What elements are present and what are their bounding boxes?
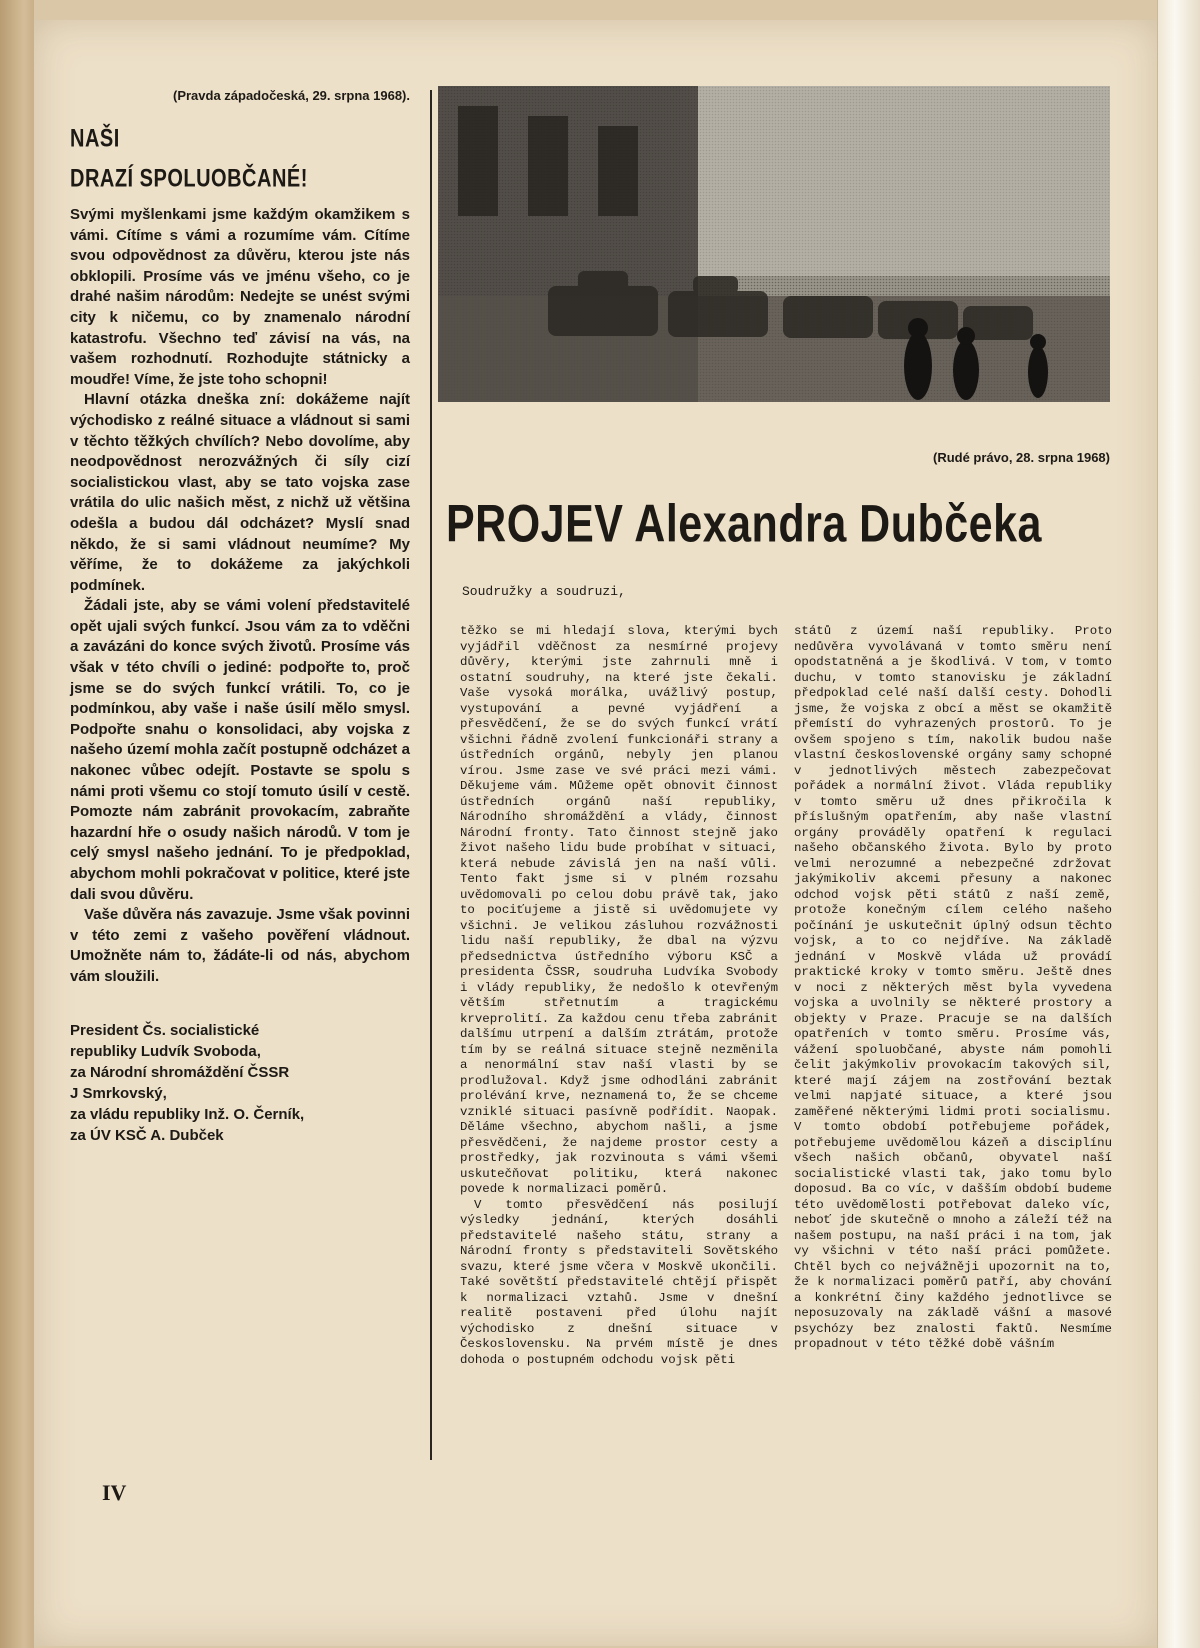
page-edge	[1157, 0, 1200, 1648]
signature-line: J Smrkovský,	[70, 1084, 167, 1102]
photo-drawing	[438, 86, 1110, 402]
column-divider	[430, 90, 432, 1460]
street-tanks-photo	[438, 86, 1110, 402]
article-title: PROJEV Alexandra Dubčeka	[446, 495, 1042, 554]
signature-line: za vládu republiky Inž. O. Černík,	[70, 1105, 305, 1123]
letter-paragraph: Hlavní otázka dneška zní: dokážeme najít východisko z reálné situace a vládnout si sami v těchto těžkých chvílích? Nebo dovolíme, aby neodpovědnost nerozvážných či síly cizí socialistickou vlast, aby se tato vojska zase vrátila do ulic našich měst, z nichž už většina odešla a budou dál odcházet? Myslí snad někdo, že si sami vládnout neumíme? My věříme, že to dokážeme za jakýchkoli podmínek.	[70, 391, 410, 594]
letter-paragraph: Svými myšlenkami jsme každým okamžikem s vámi. Cítíme s vámi a rozumíme vám. Cítíme svou odpovědnost za důvěru, kterou jste nás obklopili. Prosíme vás ve jménu všeho, co je drahé našim národům: Nedejte se unést svými city k ničemu, co by znamenalo národní katastrofu. Všechno teď závisí na vás, na vašem rozhodnutí. Rozhodujte státnicky a moudře! Víme, že jste toho schopni!	[70, 206, 410, 388]
letter-body	[70, 205, 410, 988]
signature-line: republiky Ludvík Svoboda,	[70, 1042, 261, 1060]
letter-signatures	[70, 1020, 410, 1146]
speech-paragraph: těžko se mi hledají slova, kterými bych vyjádřil vděčnost za nesmírné projevy důvěry, kterými jste zahrnuli mně i ostatní soudruhy, na které jste čekali. Vaše vysoká morálka, uvážlivý postup, vystupování a pevné vyjádření a přesvědčení, že se do svých funkcí vrátí všichni řádně zvolení funkcionáři strany a ústředních orgánů, nebyly jen planou vírou. Jsme zase ve své práci mezi vámi. Děkujeme vám. Můžeme opět obnovit činnost ústředních orgánů naší republiky, Národního shromáždění a vlády, činnost Národní fronty. Tato činnost stejně jako život našeho lidu bude probíhat v situaci, která nebude závislá jen na naší vůli. Tento fakt jsme si v plném rozsahu uvědomovali po celou dobu právě tak, jako to pociťujeme a jistě si uvědomujete vy všichni. Je velikou zásluhou rozvážnosti lidu naší republiky, že dbal na výzvu předsednictva ústředního výboru KSČ a presidenta ČSSR, soudruha Ludvíka Svobody i vlády republiky, že nedošlo k otevřeným větším střetnutím a tragickému krveprolití. Za každou cenu třeba zabránit dalšímu utrpení a dalším ztrátám, protože tím by se reálná situace stejně nezměnila a nenormální stav naší vlasti by se prodlužoval. Když jsme odhodláni zabránit prolévání krve, neznamená to, že se chceme vzniklé situaci pasívně podřídit. Naopak. Děláme všechno, abychom našli, a jsme přesvědčeni, že najdeme prostor cesty a prostředky, jak rozvinouta s vámi všemi uskutečňovat politiku, která nakonec povede k normalizaci poměrů.	[460, 624, 778, 1196]
left-column	[70, 68, 410, 1146]
letter-paragraph: Vaše důvěra nás zavazuje. Jsme však povinni v této zemi z vašeho pověření vládnout. Umožněte nám to, žádáte-li od nás, abychom vám sloužili.	[70, 906, 410, 985]
letter-heading-line2: DRAZÍ SPOLUOBČANÉ!	[70, 165, 308, 193]
speech-column-2	[794, 624, 1112, 1353]
left-source-citation: (Pravda západočeská, 29. srpna 1968).	[172, 88, 410, 103]
signature-line: za ÚV KSČ A. Dubček	[70, 1126, 224, 1144]
letter-heading-line1: NAŠI	[70, 125, 120, 153]
signature-line: za Národní shromáždění ČSSR	[70, 1063, 290, 1081]
letter-paragraph: Žádali jste, aby se vámi volení představitelé opět ujali svých funkcí. Jsou vám za to vděčni a zavázáni do konce svých životů. Prosíme vás však v této chvíli o jediné: podpořte to, proč jsme se do svých funkcí vrátili. To, co je podmínkou, aby vaše i naše úsilí mělo smysl. Podpořte snahu o konsolidaci, aby vojska z našeho území mohla začít postupně odcházet a nakonec vůbec odejít. Postavte se spolu s námi proti všemu co stojí tomuto úsilí v cestě. Pomozte nám zabránit provokacím, zabraňte hazardní hře o osudy našich národů. V tom je celý smysl našeho jednání. To je předpoklad, abychom mohli pokračovat v politice, které jste dali svou důvěru.	[70, 597, 410, 903]
speech-paragraph: států z území naší republiky. Proto nedůvěra vyvolávaná v tomto směru není opodstatněná a je škodlivá. V tom, v tomto duchu, v tomto stanovisku je základní předpoklad celé naší další cesty. Dohodli jsme, že vojska z obcí a měst se okamžitě přemístí do vyhrazených prostorů. To je ovšem spojeno s tím, nakolik budou naše vlastní československé orgány samy schopné v jednotlivých městech zabezpečovat pořádek a normální život. Vláda republiky v tomto směru už dnes přikročila k příslušným opatřením, aby naše vlastní orgány prováděly opatření k regulaci našeho občanského života. Bylo by proto velmi nerozumné a nebezpečné zdržovat jakýmikoliv akcemi přesuny a nakonec odchod vojsk pěti států z naší země, protože konečným cílem celého našeho počínání je uskutečnit úplný odsun těchto vojsk, a to co nejdříve. Na základě jednání v Moskvě vláda už provádí praktické kroky v tomto směru. Ještě dnes v noci z některých měst byla vyvedena vojska a uvolnily se některé prostory a objekty v Praze. Pracuje se na dalších opatřeních v tomto směru. Prosíme vás, vážení spoluobčané, abyste nám pomohli čelit jakýmkoliv provokacím takových sil, které mají zájem na zostřování beztak velmi napjaté situace, a které jsou zaměřené některými lidmi proti socialismu. V tomto období potřebujeme pořádek, potřebujeme uvědomělou kázeň a disciplínu všech našich občanů, obyvatel naší socialistické vlasti tak, jako tomu bylo doposud. Ba co víc, v dašším období budeme této uvědomělosti potřebovat daleko víc, neboť jde skutečně o mnoho a záleží též na našem postupu, na naší práci i na tom, jak vy všichni v této naší práci pomůžete. Chtěl bych co nejvážněji upozornit na to, že k normalizaci poměrů patří, aby chování a konkrétní činy každého jednotlivce se neposuzovaly na základě vášní a masové psychózy bez znalosti faktů. Nesmíme propadnout v této těžké době vášním	[794, 624, 1112, 1351]
binding-spine	[0, 0, 34, 1648]
right-source-citation: (Rudé právo, 28. srpna 1968)	[932, 450, 1110, 465]
speech-paragraph: V tomto přesvědčení nás posilují výsledky jednání, kterých dosáhli představitelé našeho státu, strany a Národní fronty s představiteli Sovětského svazu, které jsme včera v Moskvě ukončili. Také sovětští představitelé chtějí přispět k normalizaci vztahů. Jsme v dnešní realitě postaveni před úlohu najít východisko z dnešní situace v Československu. Na prvém místě je dnes dohoda o postupném odchodu vojsk pěti	[460, 1197, 778, 1367]
letter-heading	[70, 119, 410, 199]
page-number: IV	[102, 1480, 127, 1505]
signature-line: President Čs. socialistické	[70, 1021, 260, 1039]
salutation: Soudružky a soudruzi,	[462, 584, 626, 599]
speech-column-1	[460, 624, 778, 1368]
